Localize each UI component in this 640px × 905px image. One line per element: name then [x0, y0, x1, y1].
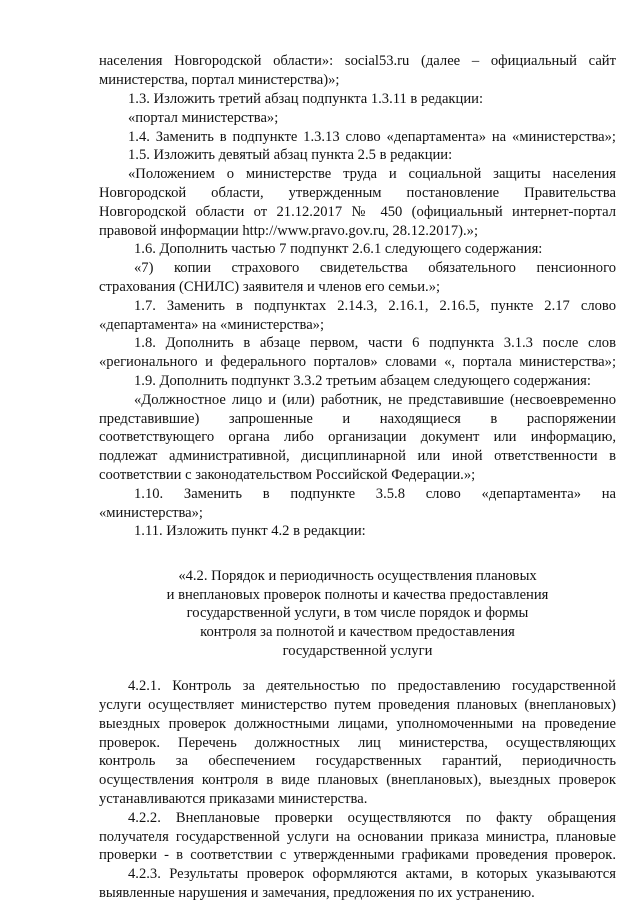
text-line: представившие) запрошенные и находящиеся в распоряжении: [99, 411, 616, 427]
text-line: «Должностное лицо и (или) работник, не представившие (несвоевременно: [134, 392, 616, 408]
text-line: выявленные нарушения и замечания, предложения по их устранению.: [99, 885, 535, 901]
text-line: 4.2.3. Результаты проверок оформляются актами, в которых указываются: [128, 866, 616, 882]
section-heading: и внеплановых проверок полноты и качества предоставления: [166, 587, 549, 603]
text-line: «департамента» на «министерства»;: [99, 317, 325, 333]
text-line: 1.5. Изложить девятый абзац пункта 2.5 в редакции:: [128, 147, 453, 163]
text-line: контроль за обеспечением государственных гарантий, периодичность: [99, 753, 616, 769]
text-line: «7) копии страхового свидетельства обязательного пенсионного: [134, 260, 616, 276]
text-line: 1.3. Изложить третий абзац подпункта 1.3.11 в редакции:: [128, 91, 484, 107]
text-line: 1.6. Дополнить частью 7 подпункт 2.6.1 следующего содержания:: [134, 241, 543, 257]
text-line: «министерства»;: [99, 505, 203, 521]
text-line: 1.4. Заменить в подпункте 1.3.13 слово «департамента» на «министерства»;: [128, 129, 616, 145]
text-line: устанавливаются приказами министерства.: [99, 791, 368, 807]
text-line: «регионального и федерального порталов» словами «, портала министерства»;: [99, 354, 616, 370]
text-line: 4.2.1. Контроль за деятельностью по предоставлению государственной: [128, 678, 616, 694]
text-line: 1.11. Изложить пункт 4.2 в редакции:: [134, 523, 366, 539]
section-heading: государственной услуги, в том числе порядок и формы: [186, 605, 529, 621]
text-line: правовой информации http://www.pravo.gov.ru, 28.12.2017).»;: [99, 223, 478, 239]
text-line: осуществления контроля в виде плановых (внеплановых), выездных проверок: [99, 772, 616, 788]
text-line: 1.9. Дополнить подпункт 3.3.2 третьим абзацем следующего содержания:: [134, 373, 591, 389]
text-line: получателя государственной услуги на основании приказа министра, плановые: [99, 829, 616, 845]
text-line: министерства, портал министерства)»;: [99, 72, 340, 88]
text-line: выездных проверок должностными лицами, уполномоченными на проведение: [99, 716, 616, 732]
text-line: проверок. Перечень должностных лиц министерства, осуществляющих: [99, 735, 616, 751]
section-heading: государственной услуги: [282, 643, 433, 659]
text-line: проверки - в соответствии с утвержденными графиками проведения проверок.: [99, 847, 616, 863]
text-line: населения Новгородской области»: social53.ru (далее – официальный сайт: [99, 53, 616, 69]
text-line: услуги осуществляет министерство путем проведения плановых (внеплановых): [99, 697, 616, 713]
text-line: 4.2.2. Внеплановые проверки осуществляются по факту обращения: [128, 810, 616, 826]
section-heading: «4.2. Порядок и периодичность осуществления плановых: [178, 568, 537, 584]
section-heading: контроля за полнотой и качеством предоставления: [200, 624, 515, 640]
text-line: 1.10. Заменить в подпункте 3.5.8 слово «департамента» на: [134, 486, 616, 502]
text-line: 1.8. Дополнить в абзаце первом, части 6 подпункта 3.1.3 после слов: [134, 335, 616, 351]
text-line: подлежат административной, дисциплинарной или иной ответственности в: [99, 448, 616, 464]
text-line: «Положением о министерстве труда и социальной защиты населения: [128, 166, 616, 182]
text-line: страхования (СНИЛС) заявителя и членов его семьи.»;: [99, 279, 441, 295]
text-line: соответствующего органа либо организации документ или информацию,: [99, 429, 616, 445]
text-line: соответствии с законодательством Российской Федерации.»;: [99, 467, 476, 483]
text-line: Новгородской области, утвержденным постановление Правительства: [99, 185, 616, 201]
text-line: «портал министерства»;: [128, 110, 279, 126]
text-line: 1.7. Заменить в подпунктах 2.14.3, 2.16.1, 2.16.5, пункте 2.17 слово: [134, 298, 616, 314]
text-line: Новгородской области от 21.12.2017 № 450 (официальный интернет-портал: [99, 204, 616, 220]
